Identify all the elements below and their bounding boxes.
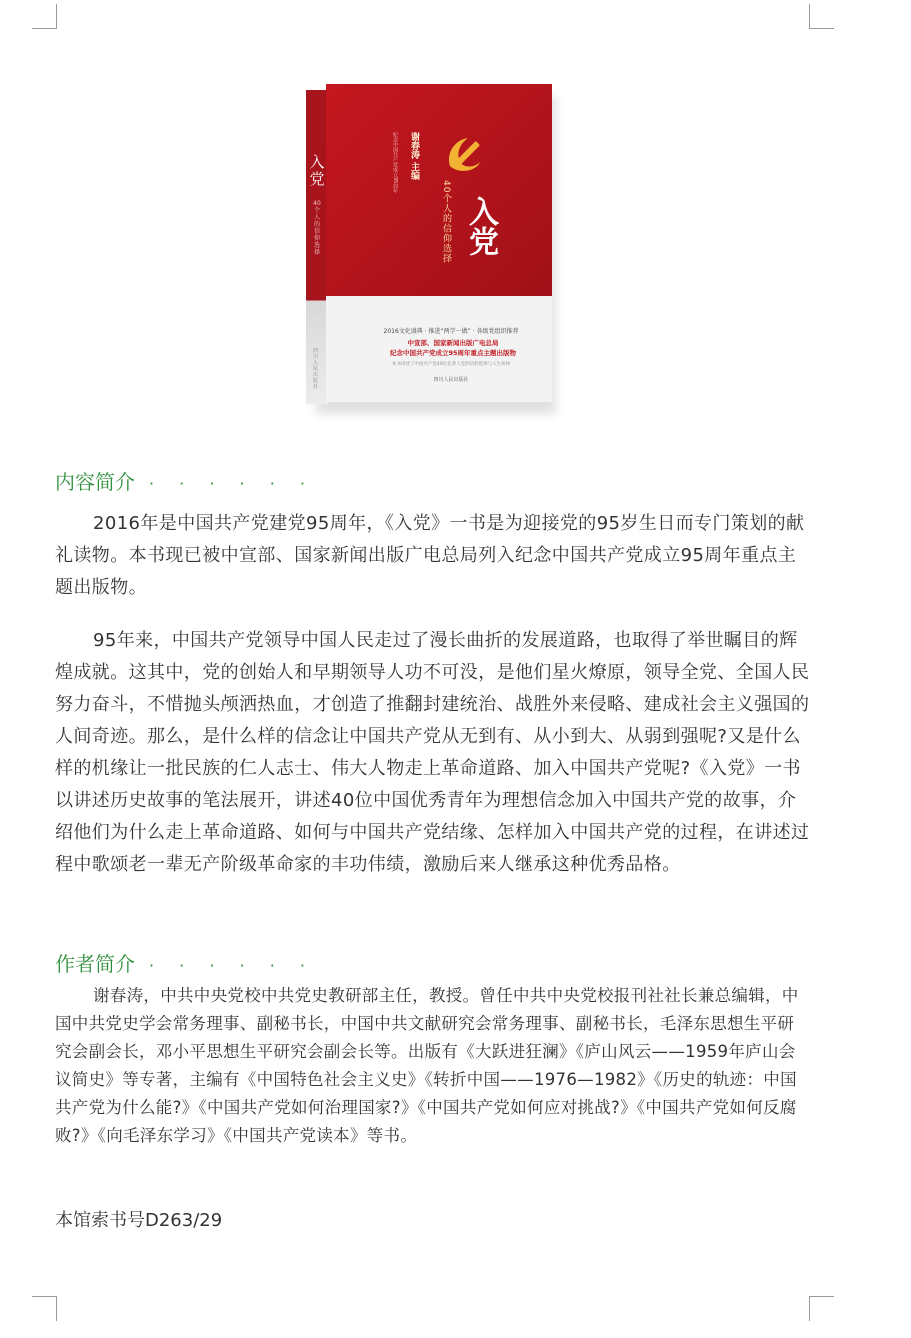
content-intro-title: 内容简介 <box>55 470 135 494</box>
spine-subtitle: 40个人的信仰选择 <box>313 200 321 256</box>
hammer-sickle-icon <box>442 132 486 176</box>
crop-mark-top-right <box>809 4 834 29</box>
spine-title: 入党 <box>309 153 325 188</box>
book-front-cover <box>326 84 552 402</box>
call-number: 本馆索书号D263/29 <box>55 1210 223 1231</box>
crop-mark-bottom-left <box>32 1296 57 1321</box>
heading-dots: · · · · · · <box>149 474 315 493</box>
cover-highlight-2: 纪念中国共产党成立95周年重点主题出版物 <box>389 349 517 357</box>
crop-mark-bottom-right <box>809 1296 834 1321</box>
author-intro-heading <box>55 952 315 978</box>
heading-dots: · · · · · · <box>149 956 315 975</box>
book-cover-image <box>306 84 556 414</box>
content-intro-paragraph-1: 2016年是中国共产党建党95周年，《入党》一书是为迎接党的95岁生日而专门策划的献礼读物。本书现已被中宣部、国家新闻出版广电总局列入纪念中国共产党成立95周年重点主题出版物。 <box>55 513 805 598</box>
crop-mark-top-left <box>32 4 57 29</box>
content-intro-paragraph-2: 95年来，中国共产党领导中国人民走过了漫长曲折的发展道路，也取得了举世瞩目的辉煌成就。这其中，党的创始人和早期领导人功不可没，是他们星火燎原，领导全党、全国人民努力奋斗，不惜抛头颅洒热血，才创造了推翻封建统治、战胜外来侵略、建成社会主义强国的人间奇迹。那么，是什么样的信念让中国共产党从无到有、从小到大、从弱到强呢?又是什么样的机缘让一批民族的仁人志士、伟大人物走上革命道路、加入中国共产党呢?《入党》一书以讲述历史故事的笔法展开，讲述40位中国优秀青年为理想信念加入中国共产党的故事，介绍他们为什么走上革命道路、如何与中国共产党结缘、怎样加入中国共产党的过程，在讲述过程中歌颂老一辈无产阶级革命家的丰功伟绩，激励后来人继承这种优秀品格。 <box>55 630 810 875</box>
cover-tagline: 2016文化盛典 · 推进“两学一做” · 各级党组织推荐 <box>383 328 519 335</box>
content-intro-heading <box>55 470 315 496</box>
cover-series: 纪念中国共产党成立95周年 <box>392 132 398 194</box>
cover-red-area <box>326 84 552 296</box>
book-spine <box>306 90 328 404</box>
cover-author: 谢春涛 主编 <box>409 132 419 181</box>
cover-highlight-1: 中宣部、国家新闻出版广电总局 <box>407 339 499 347</box>
cover-publisher: 四川人民出版社 <box>433 377 469 383</box>
cover-subtitle: 40个人的信仰选择 <box>441 180 451 264</box>
cover-small-print: 本书讲述了中国共产党40位先辈人党的信仰选择与人生抉择 <box>391 362 511 367</box>
author-intro-paragraph: 谢春涛，中共中央党校中共党史教研部主任，教授。曾任中共中央党校报刊社社长兼总编辑，中国中共党史学会常务理事、副秘书长，中国中共文献研究会常务理事、副秘书长，毛泽东思想生平研究会副会长，邓小平思想生平研究会副会长等。出版有《大跃进狂澜》《庐山风云——1959年庐山会议简史》等专著，主编有《中国特色社会主义史》《转折中国——1976—1982》《历史的轨迹：中国共产党为什么能?》《中国共产党如何治理国家?》《中国共产党如何应对挑战?》《中国共产党如何反腐败?》《向毛泽东学习》《中国共产党读本》等书。 <box>55 986 799 1145</box>
cover-title: 入党 <box>463 196 498 256</box>
spine-publisher: 四川人民出版社 <box>313 348 319 390</box>
author-intro-title: 作者简介 <box>55 952 135 976</box>
